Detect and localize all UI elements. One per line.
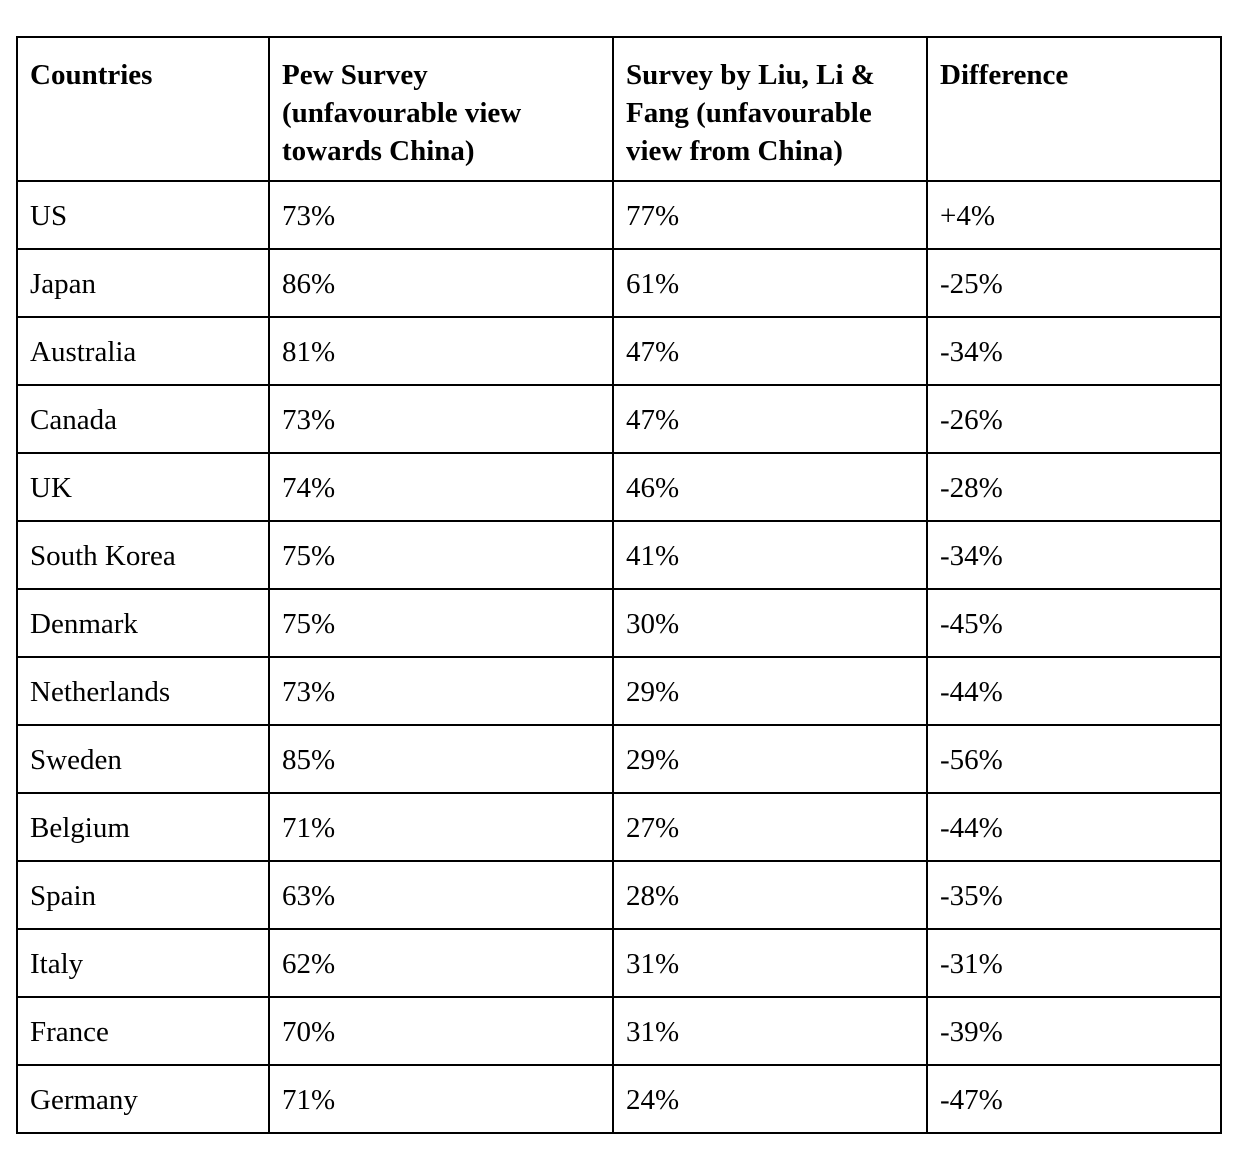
table-row xyxy=(17,1065,1221,1133)
header-liu-li-fang-survey: Survey by Liu, Li & Fang (unfavourable view from China) xyxy=(613,37,927,181)
liu-li-fang-value-cell: 29% xyxy=(613,725,927,793)
difference-cell: -26% xyxy=(927,385,1221,453)
survey-comparison-table xyxy=(16,36,1222,1134)
country-cell: Australia xyxy=(17,317,269,385)
country-cell: France xyxy=(17,997,269,1065)
difference-cell: +4% xyxy=(927,181,1221,249)
difference-cell: -28% xyxy=(927,453,1221,521)
pew-value-cell: 86% xyxy=(269,249,613,317)
table-row xyxy=(17,181,1221,249)
table-row xyxy=(17,725,1221,793)
liu-li-fang-value-cell: 61% xyxy=(613,249,927,317)
liu-li-fang-value-cell: 46% xyxy=(613,453,927,521)
table-row xyxy=(17,861,1221,929)
pew-value-cell: 85% xyxy=(269,725,613,793)
table-row xyxy=(17,657,1221,725)
liu-li-fang-value-cell: 77% xyxy=(613,181,927,249)
liu-li-fang-value-cell: 47% xyxy=(613,385,927,453)
pew-value-cell: 62% xyxy=(269,929,613,997)
table-header xyxy=(17,37,1221,181)
country-cell: Belgium xyxy=(17,793,269,861)
country-cell: Sweden xyxy=(17,725,269,793)
pew-value-cell: 75% xyxy=(269,521,613,589)
liu-li-fang-value-cell: 28% xyxy=(613,861,927,929)
table-row xyxy=(17,249,1221,317)
country-cell: Netherlands xyxy=(17,657,269,725)
liu-li-fang-value-cell: 29% xyxy=(613,657,927,725)
header-countries: Countries xyxy=(17,37,269,181)
country-cell: Denmark xyxy=(17,589,269,657)
country-cell: Italy xyxy=(17,929,269,997)
table-row xyxy=(17,385,1221,453)
table-row xyxy=(17,317,1221,385)
difference-cell: -34% xyxy=(927,317,1221,385)
pew-value-cell: 74% xyxy=(269,453,613,521)
liu-li-fang-value-cell: 30% xyxy=(613,589,927,657)
country-cell: Spain xyxy=(17,861,269,929)
table-row xyxy=(17,453,1221,521)
difference-cell: -56% xyxy=(927,725,1221,793)
difference-cell: -35% xyxy=(927,861,1221,929)
liu-li-fang-value-cell: 31% xyxy=(613,997,927,1065)
country-cell: Japan xyxy=(17,249,269,317)
pew-value-cell: 70% xyxy=(269,997,613,1065)
country-cell: Germany xyxy=(17,1065,269,1133)
table-row xyxy=(17,521,1221,589)
pew-value-cell: 71% xyxy=(269,793,613,861)
liu-li-fang-value-cell: 41% xyxy=(613,521,927,589)
pew-value-cell: 75% xyxy=(269,589,613,657)
liu-li-fang-value-cell: 47% xyxy=(613,317,927,385)
difference-cell: -39% xyxy=(927,997,1221,1065)
difference-cell: -25% xyxy=(927,249,1221,317)
difference-cell: -45% xyxy=(927,589,1221,657)
liu-li-fang-value-cell: 31% xyxy=(613,929,927,997)
difference-cell: -47% xyxy=(927,1065,1221,1133)
country-cell: South Korea xyxy=(17,521,269,589)
pew-value-cell: 73% xyxy=(269,385,613,453)
header-difference: Difference xyxy=(927,37,1221,181)
pew-value-cell: 81% xyxy=(269,317,613,385)
difference-cell: -44% xyxy=(927,657,1221,725)
header-row xyxy=(17,37,1221,181)
pew-value-cell: 63% xyxy=(269,861,613,929)
country-cell: Canada xyxy=(17,385,269,453)
pew-value-cell: 73% xyxy=(269,181,613,249)
table-row xyxy=(17,997,1221,1065)
table-row xyxy=(17,589,1221,657)
difference-cell: -44% xyxy=(927,793,1221,861)
difference-cell: -34% xyxy=(927,521,1221,589)
table-row xyxy=(17,929,1221,997)
table-body xyxy=(17,181,1221,1133)
pew-value-cell: 71% xyxy=(269,1065,613,1133)
liu-li-fang-value-cell: 24% xyxy=(613,1065,927,1133)
header-pew-survey: Pew Survey (unfavourable view towards China) xyxy=(269,37,613,181)
difference-cell: -31% xyxy=(927,929,1221,997)
pew-value-cell: 73% xyxy=(269,657,613,725)
country-cell: US xyxy=(17,181,269,249)
country-cell: UK xyxy=(17,453,269,521)
liu-li-fang-value-cell: 27% xyxy=(613,793,927,861)
table-row xyxy=(17,793,1221,861)
